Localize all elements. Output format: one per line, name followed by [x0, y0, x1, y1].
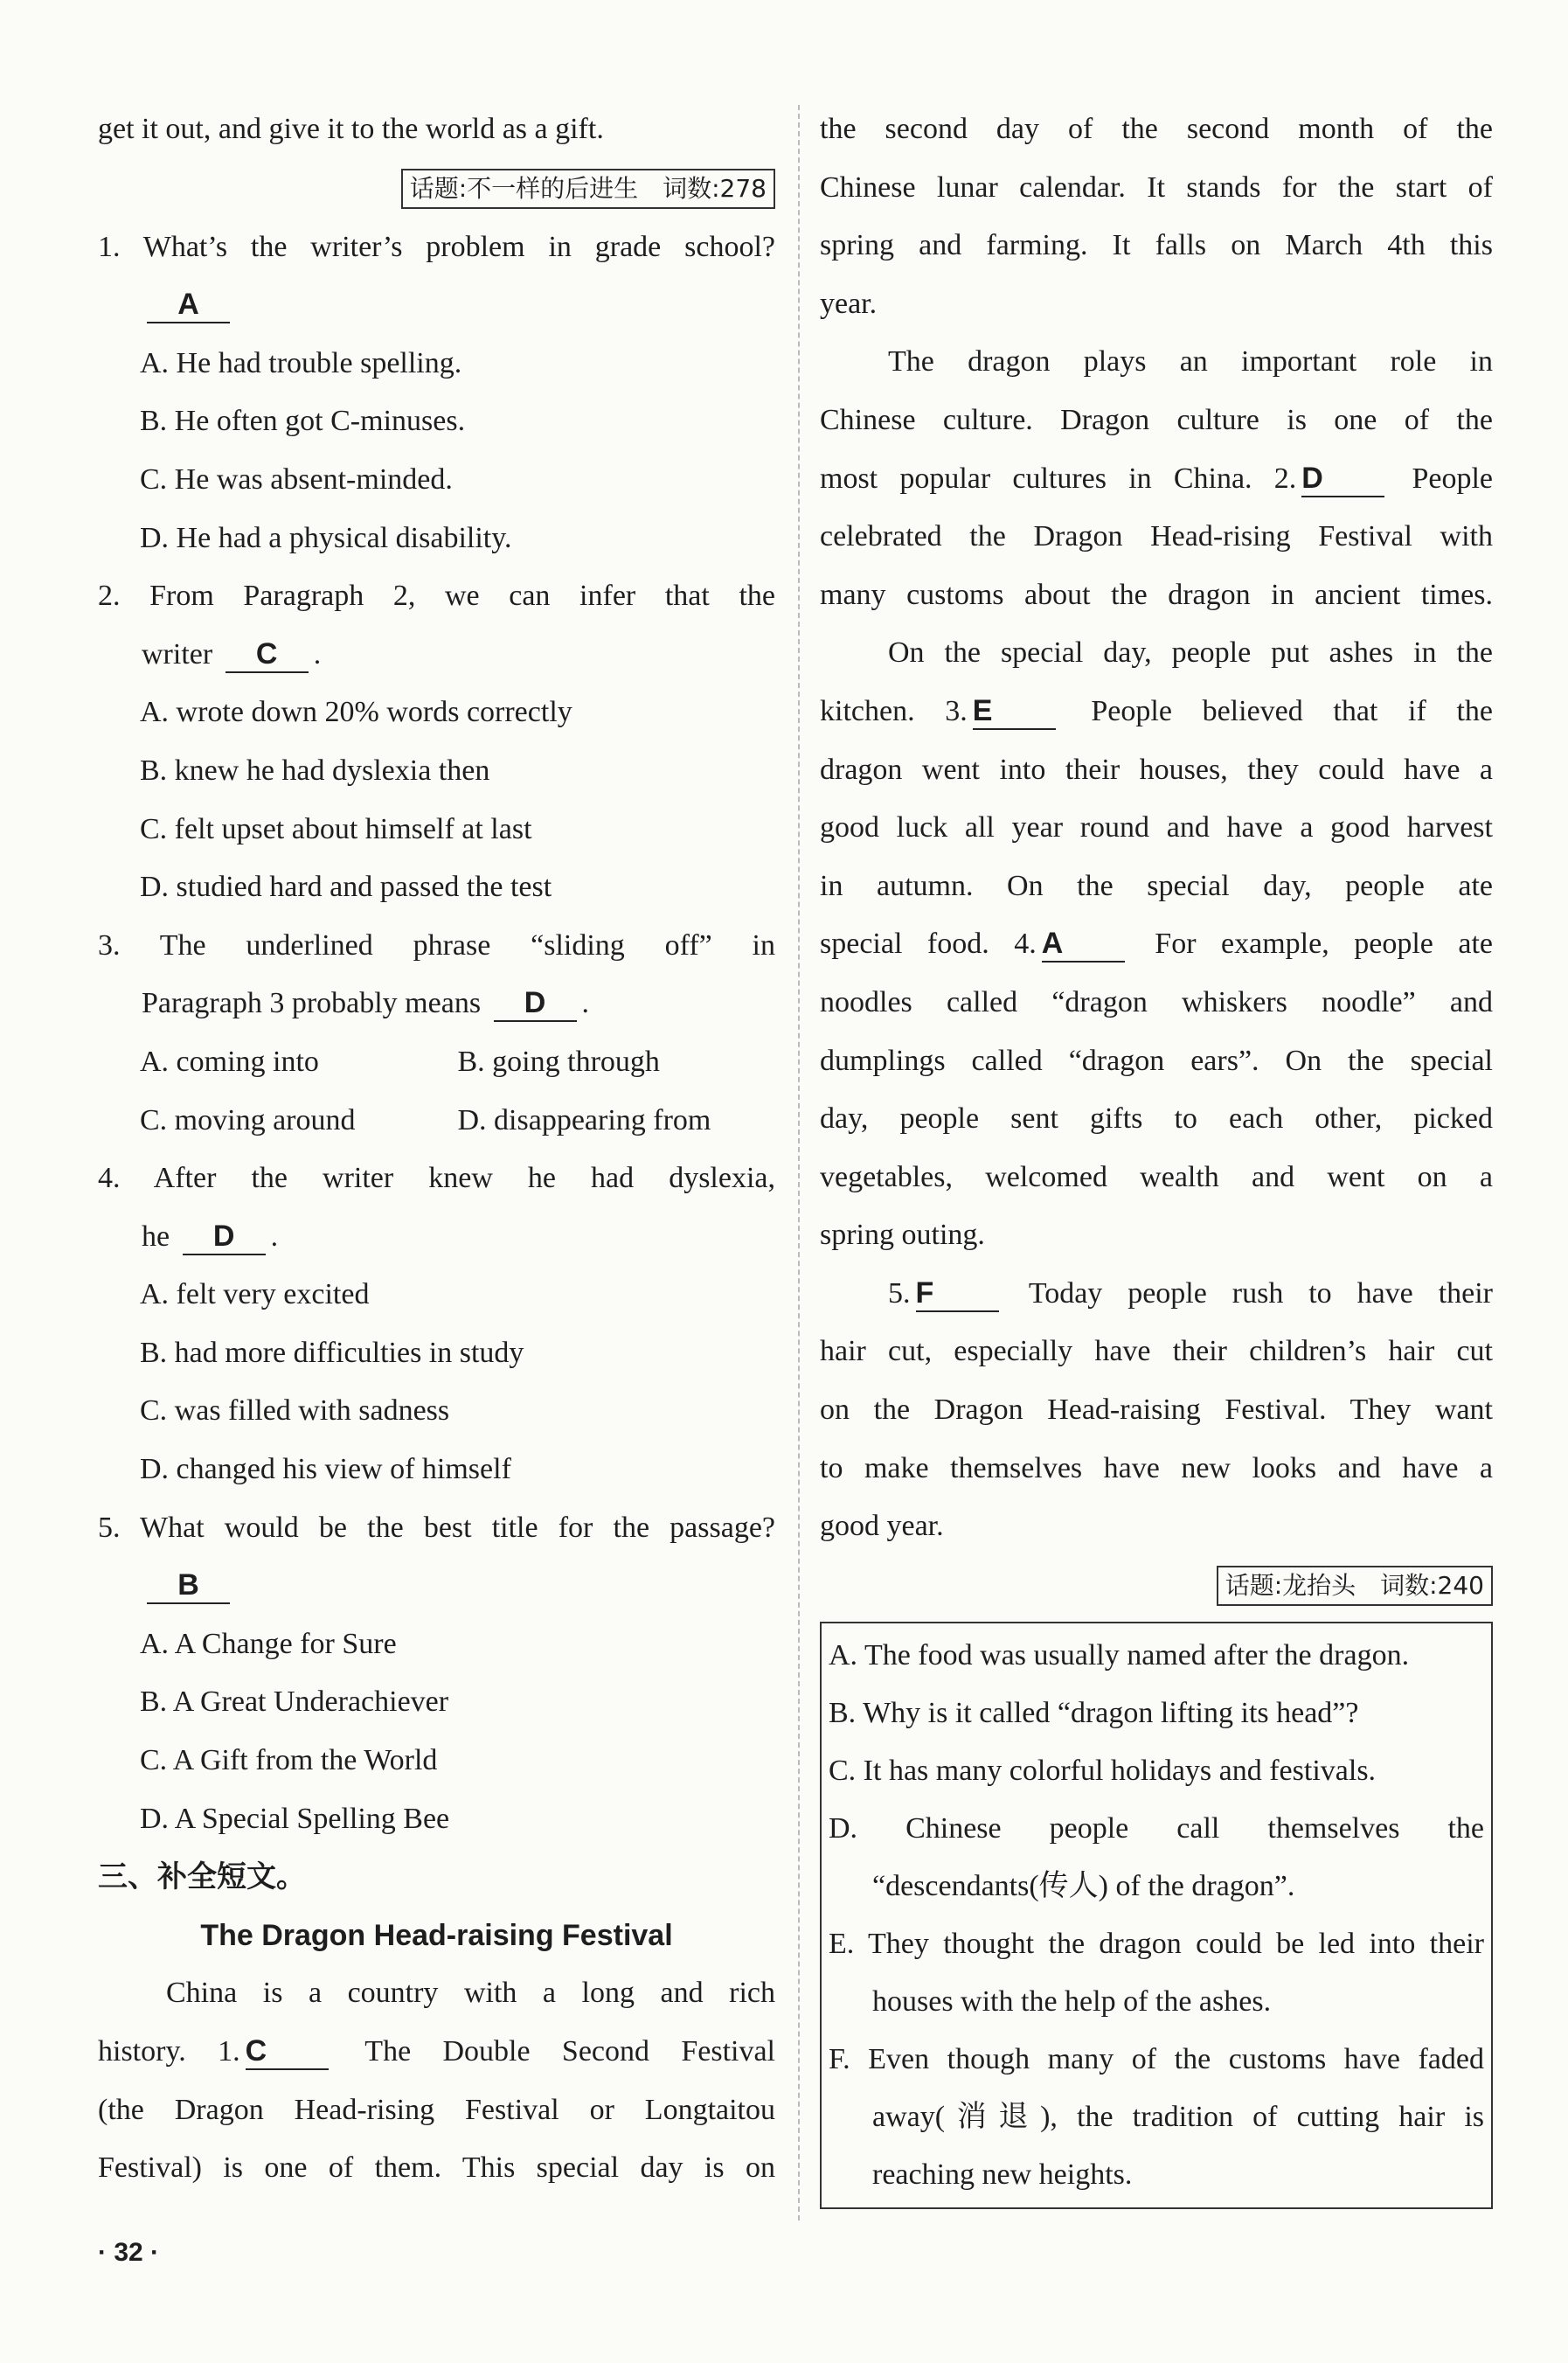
q2-option-a: A. wrote down 20% words correctly [140, 696, 572, 729]
q1-option-c: C. He was absent-minded. [140, 462, 453, 496]
intro-line: get it out, and give it to the world as a gift. [98, 113, 604, 145]
q3-options-row1: A. coming into B. going through [140, 1045, 660, 1078]
passage-line: spring and farming. It falls on March 4th this [820, 229, 1493, 262]
answer-1: A [98, 276, 775, 335]
question-5: 5. What would be the best title for the passage? [98, 1511, 775, 1544]
q1-option-b: B. He often got C-minuses. [140, 405, 466, 438]
passage-title: The Dragon Head-raising Festival [200, 1918, 673, 1952]
answer-4: D [183, 1219, 266, 1255]
box-option-e: E. They thought the dragon could be led into their houses with the help of the ashes. [829, 1927, 1484, 2018]
q2-option-d: D. studied hard and passed the test [140, 871, 552, 904]
q4-option-c: C. was filled with sadness [140, 1394, 450, 1428]
passage-line: hair cut, especially have their children’s hair cut [820, 1335, 1493, 1368]
section-heading: 三、补全短文。 [98, 1859, 306, 1895]
left-column [98, 101, 775, 2198]
passage-line: 5. F Today people rush to have their [820, 1265, 1493, 1324]
passage-line: On the special day, people put ashes in the [888, 636, 1493, 670]
box-option-d: D. Chinese people call themselves the “descendants(传人) of the dragon”. [829, 1811, 1484, 1902]
q5-option-d: D. A Special Spelling Bee [140, 1802, 450, 1835]
q3-options-row2: C. moving around D. disappearing from [140, 1103, 711, 1136]
blank-3: E [973, 693, 1056, 730]
passage-line: day, people sent gifts to each other, picked [820, 1102, 1493, 1136]
passage-line: (the Dragon Head-rising Festival or Longtaitou [98, 2093, 775, 2126]
q4-option-b: B. had more difficulties in study [140, 1336, 524, 1369]
answer-5: B [98, 1557, 775, 1616]
passage-line: in autumn. On the special day, people ate [820, 869, 1493, 902]
question-3-cont: Paragraph 3 probably means D . [98, 975, 775, 1033]
options-box [820, 1622, 1493, 2209]
q2-option-b: B. knew he had dyslexia then [140, 754, 490, 787]
q4-option-d: D. changed his view of himself [140, 1453, 511, 1486]
page-number: · 32 · [98, 2238, 160, 2267]
passage-line: most popular cultures in China. 2. D People [820, 450, 1493, 509]
passage-line: special food. 4. A For example, people ate [820, 915, 1493, 974]
box-option-f: F. Even though many of the customs have faded away(消退), the tradition of cutting hair is reaching new heights. [829, 2042, 1484, 2191]
box-option-a: A. The food was usually named after the dragon. [829, 1638, 1410, 1671]
passage-line: good year. [820, 1510, 944, 1543]
answer-3: D [494, 985, 577, 1022]
column-divider [798, 105, 800, 2221]
box-option-b: B. Why is it called “dragon lifting its head”? [829, 1696, 1359, 1729]
blank-1: C [246, 2033, 329, 2070]
passage-line: celebrated the Dragon Head-rising Festival with [820, 520, 1493, 553]
passage-line: Chinese lunar calendar. It stands for the start of [820, 170, 1493, 204]
answer-2: C [225, 636, 309, 673]
question-2: 2. From Paragraph 2, we can infer that the [98, 580, 775, 613]
q4-option-a: A. felt very excited [140, 1278, 370, 1311]
passage-line: many customs about the dragon in ancient times. [820, 578, 1493, 611]
passage-line: to make themselves have new looks and have a [820, 1451, 1493, 1484]
passage-line: dumplings called “dragon ears”. On the special [820, 1044, 1493, 1077]
passage-line: on the Dragon Head-raising Festival. They want [820, 1393, 1493, 1427]
passage-line: dragon went into their houses, they could have a [820, 753, 1493, 786]
question-4-cont: he D . [98, 1208, 775, 1267]
passage-line: kitchen. 3. E People believed that if the [820, 683, 1493, 741]
passage-line: The dragon plays an important role in [888, 345, 1493, 379]
right-column [820, 101, 1493, 2209]
passage-line: China is a country with a long and rich [166, 1977, 775, 2010]
passage-line: Festival) is one of them. This special day is on [98, 2151, 775, 2185]
question-2-cont: writer C . [98, 626, 775, 685]
passage-line: year. [820, 287, 878, 320]
q1-option-a: A. He had trouble spelling. [140, 346, 462, 379]
question-3: 3. The underlined phrase “sliding off” in [98, 928, 775, 962]
passage-line: history. 1. C The Double Second Festival [98, 2023, 775, 2082]
q5-option-a: A. A Change for Sure [140, 1627, 397, 1660]
topic-tag-2: 话题:龙抬头 词数:240 [820, 1566, 1493, 1606]
q1-option-d: D. He had a physical disability. [140, 521, 512, 554]
passage-line: good luck all year round and have a good harvest [820, 811, 1493, 844]
q2-option-c: C. felt upset about himself at last [140, 812, 532, 845]
passage-line: the second day of the second month of the [820, 113, 1493, 145]
question-1: 1. What’s the writer’s problem in grade school? [98, 230, 775, 263]
topic-tag-1: 话题:不一样的后进生 词数:278 [98, 169, 775, 209]
question-4: 4. After the writer knew he had dyslexia, [98, 1162, 775, 1195]
blank-5: F [916, 1275, 999, 1312]
q5-option-c: C. A Gift from the World [140, 1744, 438, 1777]
blank-4: A [1042, 926, 1125, 963]
box-option-c: C. It has many colorful holidays and festivals. [829, 1754, 1377, 1787]
blank-2: D [1301, 461, 1384, 497]
passage-line: noodles called “dragon whiskers noodle” and [820, 985, 1493, 1018]
passage-line: spring outing. [820, 1219, 985, 1252]
passage-line: Chinese culture. Dragon culture is one of the [820, 403, 1493, 436]
passage-line: vegetables, welcomed wealth and went on a [820, 1160, 1493, 1193]
q5-option-b: B. A Great Underachiever [140, 1685, 449, 1719]
